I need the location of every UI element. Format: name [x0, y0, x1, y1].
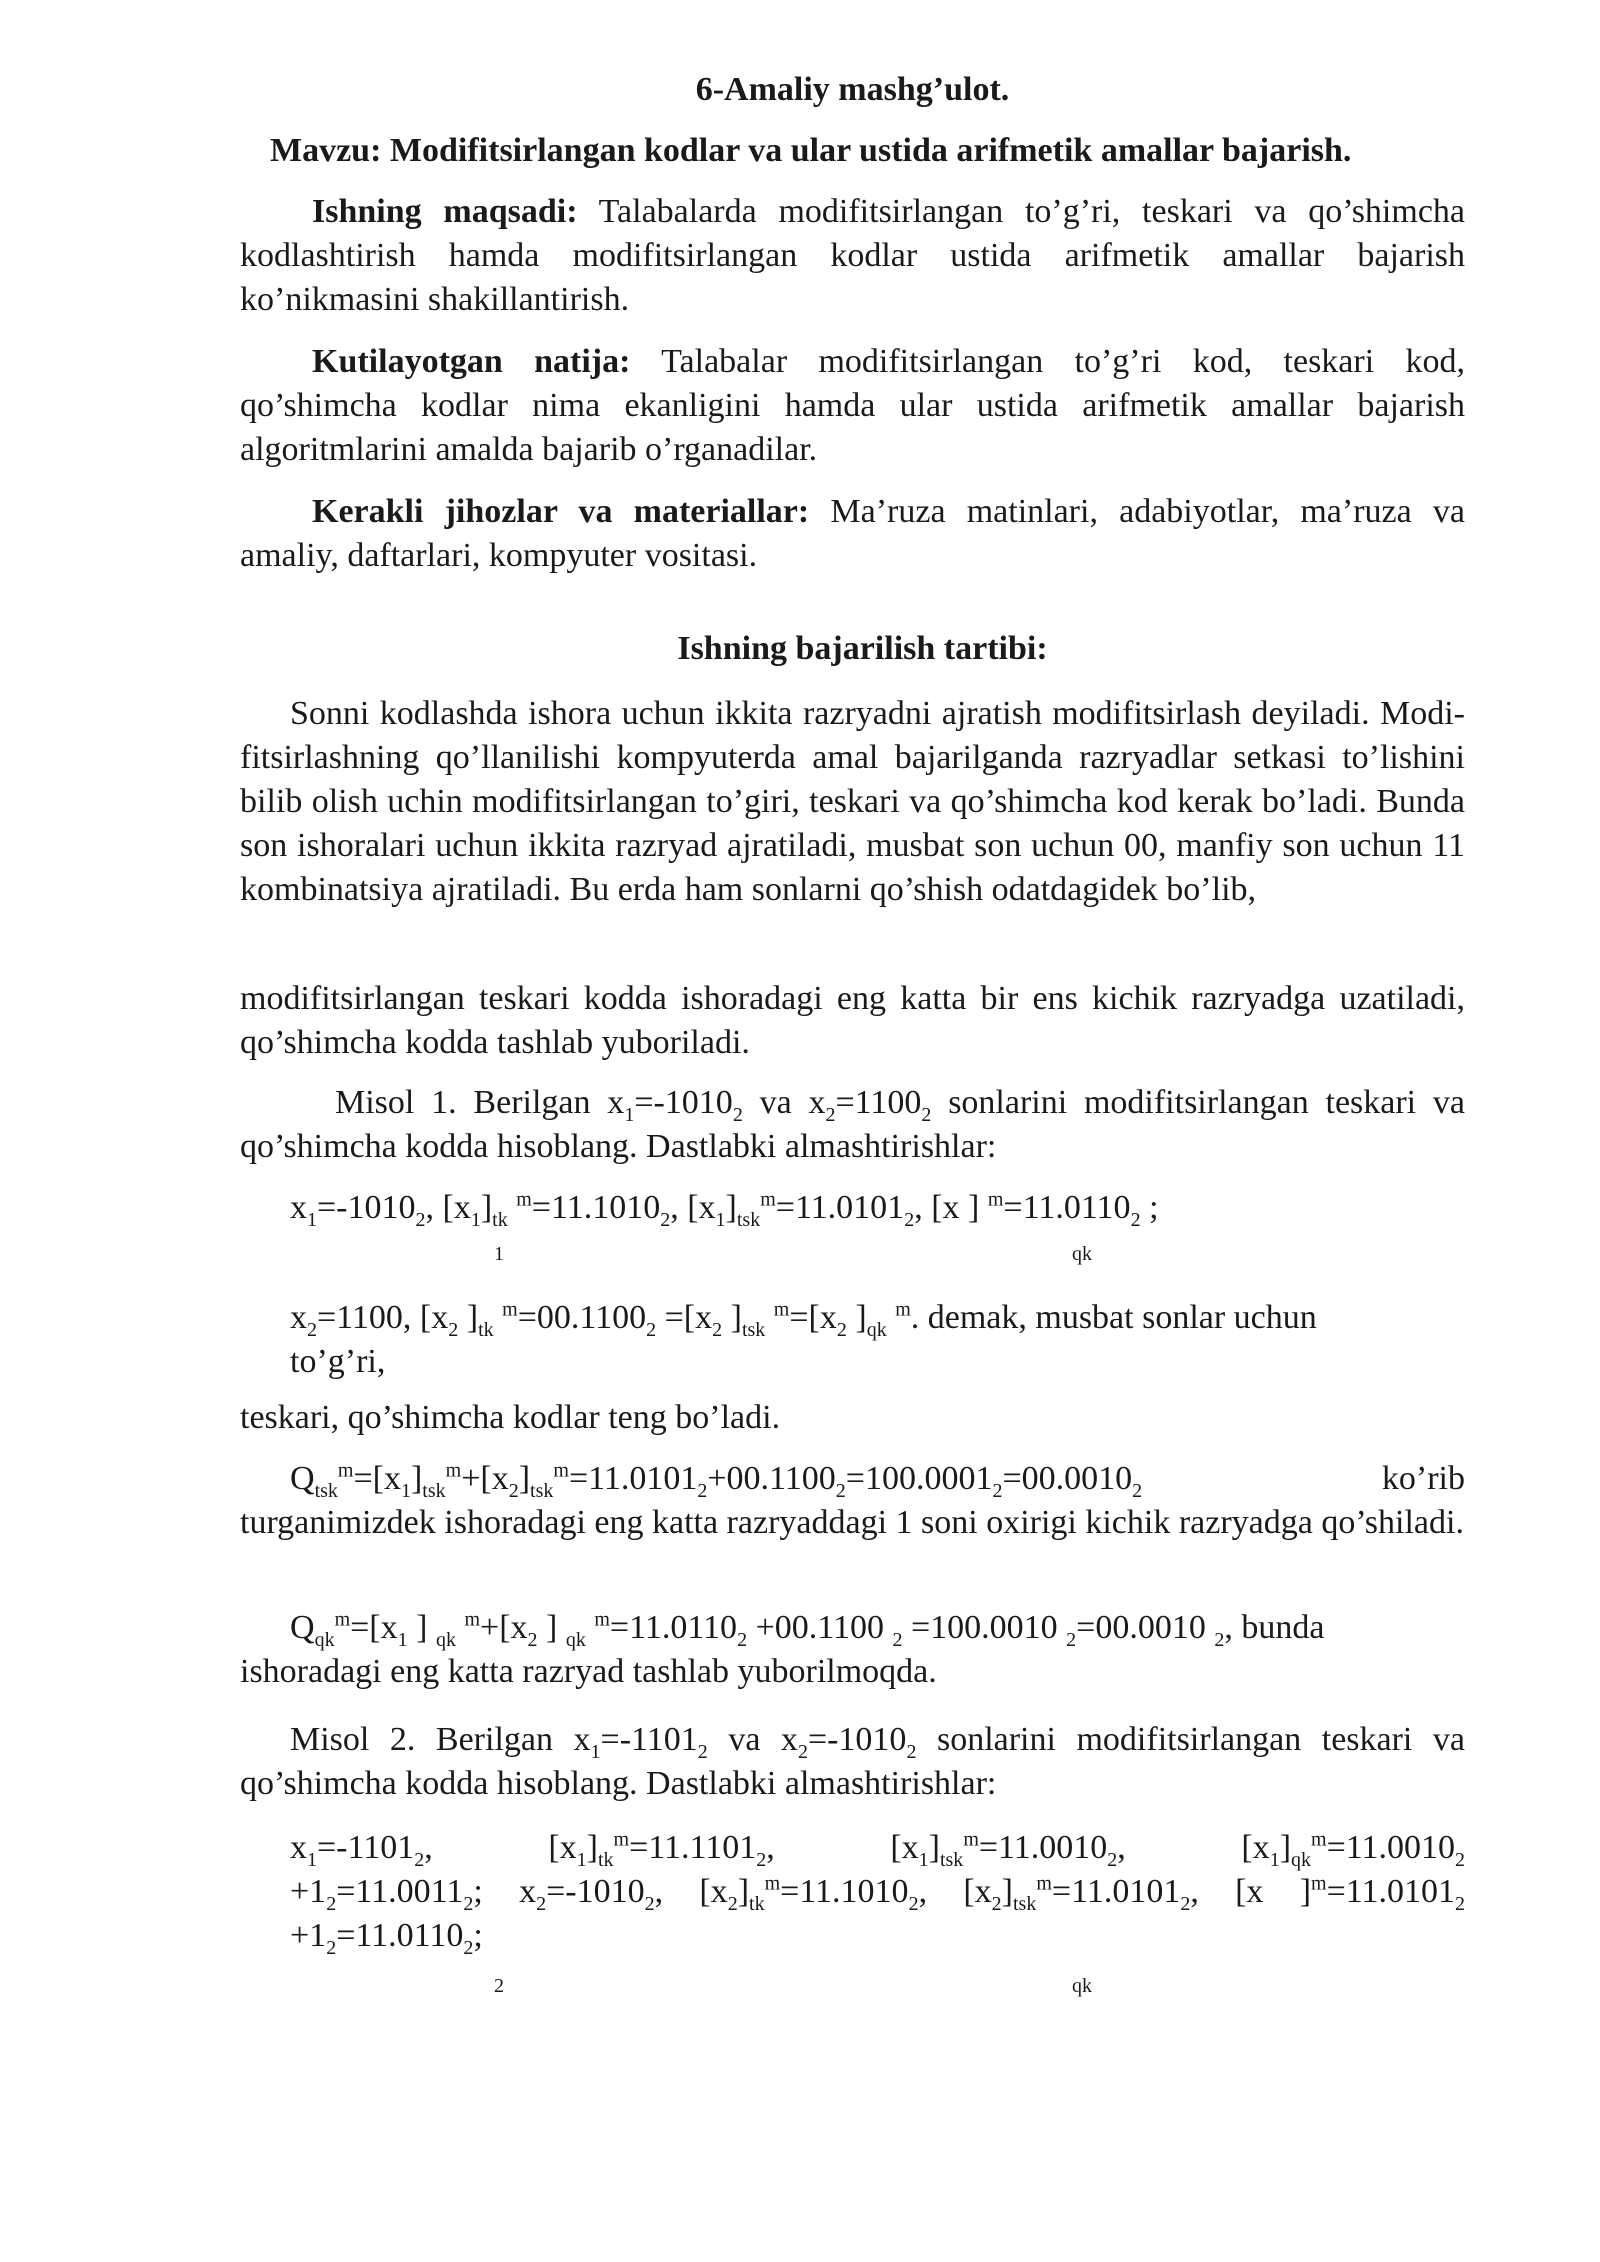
equation-5-token: +1 [290, 1917, 327, 1954]
equation-5-token: qk [1291, 1848, 1312, 1871]
equation-5-token: , [x ] [1190, 1873, 1312, 1910]
equation-5-line-2 [290, 1870, 1465, 1914]
equation-5-token: 2 [644, 1892, 655, 1915]
equation-5-line-3 [290, 1914, 1465, 1958]
equation-5-token: 2 [1107, 1848, 1118, 1871]
equation-5-token: 2 [463, 1892, 474, 1915]
example-2-paragraph: Misol 2. Berilgan $x_1=-1101_2$ va $x_2=-1010_2$ sonlarini modifitsirlangan teskari va qo’shimcha kodda hisoblang. Dastlabki almashtirishlar: [240, 1721, 1465, 1802]
equation-5-token: =11.0110 [336, 1917, 464, 1954]
teskari-line: teskari, qo’shimcha kodlar teng bo’ladi. [240, 1399, 781, 1436]
equation-5-token: 2 [727, 1892, 738, 1915]
equation-5-token: tsk [1013, 1892, 1037, 1915]
equation-5-token: ] [737, 1873, 750, 1910]
equation-5-line-1 [290, 1826, 1465, 1870]
equation-5-token: 2 [991, 1892, 1002, 1915]
equation-2-block: $x_2=1100$, [$x_2$ ]$_{tk}$ $^m=00.1100_2 =[x_2$ ]$_{tsk}$ $^m=[x_2$ ]$_{qk}$ $^m$. demak, musbat sonlar uchun to’g’ri, [290, 1298, 1317, 1380]
equation-5-token: [x [548, 1829, 577, 1866]
equation-1-subscript-qk: qk [1072, 1243, 1092, 1265]
equation-5-token: ] [1001, 1873, 1013, 1910]
equation-5-token: 2 [1455, 1892, 1466, 1915]
procedure-title: Ishning bajarilish tartibi: [677, 630, 1048, 667]
equation-5-token: 2 [756, 1848, 767, 1871]
equation-5-token: ] [928, 1829, 940, 1866]
equation-5-token: =11.0010 [1326, 1829, 1455, 1866]
equation-5-token: =11.1010 [780, 1873, 909, 1910]
equation-5-token: m [1311, 1872, 1327, 1895]
equation-5-token: 2 [908, 1892, 919, 1915]
result-text: Talabalar modifitsirlangan to’g’ri kod, teskari kod, qo’shimcha kodlar nima ekanligini hamda ular ustida arifmetik amallar bajarish algoritmlarini amalda bajarib o’rganadilar. [240, 343, 1465, 468]
equation-5-token: ] [586, 1829, 598, 1866]
equation-5-token: =11.1101 [629, 1829, 757, 1866]
equation-5-token: 1 [1269, 1848, 1280, 1871]
equation-4-block: $Q_{qk}^m=[x_1$ ] $_{qk}$ $^m+[x_2$ ] $_{qk}$ $^m=11.0110_2 +00.1100$ $_2$ =100.0010 $_2$=00.0010 $_2$, bunda ishoradagi eng katta razryad tashlab yuborilmoqda. [240, 1608, 1325, 1690]
result-paragraph [240, 340, 1465, 472]
equation-5-token: tk [749, 1892, 765, 1915]
equation-5-token: , [424, 1829, 433, 1866]
equipment-label: Kerakli jihozlar va materiallar: [312, 493, 810, 530]
equation-5-token: , [x [654, 1873, 728, 1910]
equation-5-token: =11.0101 [1051, 1873, 1181, 1910]
equation-5-token: , [1117, 1829, 1126, 1866]
equation-5-token: , [x [918, 1873, 992, 1910]
equipment-text: Ma’ruza matinlari, adabiyotlar, ma’ruza va amaliy, daftarlari, kompyuter vositasi. [240, 493, 1465, 574]
equation-5-token: ] [1279, 1829, 1292, 1866]
equation-3-block: $Q_{tsk}^m=[x_1]_{tsk}^m+[x_2]_{tsk}^m=11.0101_2+00.1100_2=100.0001_2=00.0010_2$ ko’rib turganimizdek ishoradagi eng katta razryaddagi 1 soni oxirigi kichik razryadga qo’shiladi. [240, 1459, 1465, 1541]
procedure-paragraph-1: Sonni kodlashda ishora uchun ikkita razryadni ajratish modifitsirlash deyiladi. Modi- fitsirlashning qo’llanilishi kompyuterda amal bajarilganda razryadlar setkasi to’lishini bilib olish uchin modifitsirlangan to’giri, teskari va qo’shimcha kod kerak bo’ladi. Bunda son ishoralari uchun ikkita razryad ajratiladi, musbat son uchun 00, manfiy son uchun 11 kombinatsiya ajratiladi. Bu erda ham sonlarni qo’shish odatdagidek bo’lib, [240, 695, 1465, 908]
equation-5-token: m [613, 1828, 630, 1851]
topic-title: Mavzu: Modifitsirlangan kodlar va ular ustida arifmetik amallar bajarish. [270, 132, 1352, 169]
equation-5-token: ; x [473, 1873, 537, 1910]
equation-5-token: 2 [326, 1892, 337, 1915]
equation-5-token: 1 [307, 1848, 317, 1871]
equation-5-token: 2 [414, 1848, 425, 1871]
equation-5-token: x [290, 1829, 307, 1866]
equation-5-token: +1 [290, 1873, 327, 1910]
equation-5-token: 2 [463, 1936, 474, 1959]
goal-text: Talabalarda modifitsirlangan to’g’ri, teskari va qo’shimcha kodlashtirish hamda modifitsirlangan kodlar ustida arifmetik amallar bajarish ko’nikmasini shakillantirish. [240, 193, 1466, 318]
equation-5-block [290, 1826, 1465, 1958]
equation-5-token: m [1311, 1828, 1327, 1851]
equation-5-token: 2 [1180, 1892, 1191, 1915]
example-1-paragraph: Misol 1. Berilgan $x_1=-1010_2$ va $x_2=1100_2$ sonlarini modifitsirlangan teskari va qo’shimcha kodda hisoblang. Dastlabki almashtirishlar: [240, 1084, 1466, 1165]
equation-5-token: m [764, 1872, 781, 1895]
equation-5-token: 2 [326, 1936, 337, 1959]
equation-5-token: tk [597, 1848, 614, 1871]
equation-5-token: m [1036, 1872, 1052, 1895]
equation-5-token: =11.0010 [978, 1829, 1108, 1866]
page-heading: 6-Amaliy mashg’ulot. [695, 71, 1010, 108]
equation-5-token: =-1101 [317, 1829, 415, 1866]
equation-5-token: tsk [939, 1848, 964, 1871]
equation-5-token: =11.0011 [336, 1873, 464, 1910]
equation-5-token: [x [890, 1829, 919, 1866]
goal-label: Ishning maqsadi: [312, 193, 578, 230]
equation-1-subscript-1: 1 [494, 1243, 504, 1265]
equation-5-token: =11.0101 [1326, 1873, 1456, 1910]
equation-1-line: $x_1=-1010_2$, $[x_1]_{tk}$ $^m=11.1010_2$, $[x_1]_{tsk}^m=11.0101_2$, [x ] $^m=11.0110_2$ ; [290, 1188, 1159, 1231]
equation-5-token: [x [1241, 1829, 1270, 1866]
equation-5-subscript-qk: qk [1072, 1975, 1092, 1997]
goal-paragraph [240, 190, 1465, 322]
equipment-paragraph [240, 490, 1465, 578]
equation-5-token: , [766, 1829, 775, 1866]
equation-5-token: 2 [1455, 1848, 1465, 1871]
equation-5-subscript-2: 2 [494, 1975, 504, 1997]
equation-5-token: 2 [536, 1892, 547, 1915]
equation-5-token: ; [473, 1917, 483, 1954]
equation-5-token: =-1010 [546, 1873, 645, 1910]
equation-5-token: 1 [576, 1848, 587, 1871]
equation-5-token: 1 [918, 1848, 929, 1871]
result-label: Kutilayotgan natija: [312, 343, 631, 380]
equation-5-token: m [963, 1828, 979, 1851]
procedure-paragraph-2: modifitsirlangan teskari kodda ishoradagi eng katta bir ens kichik razryadga uzatiladi, qo’shimcha kodda tashlab yuboriladi. [240, 980, 1465, 1061]
